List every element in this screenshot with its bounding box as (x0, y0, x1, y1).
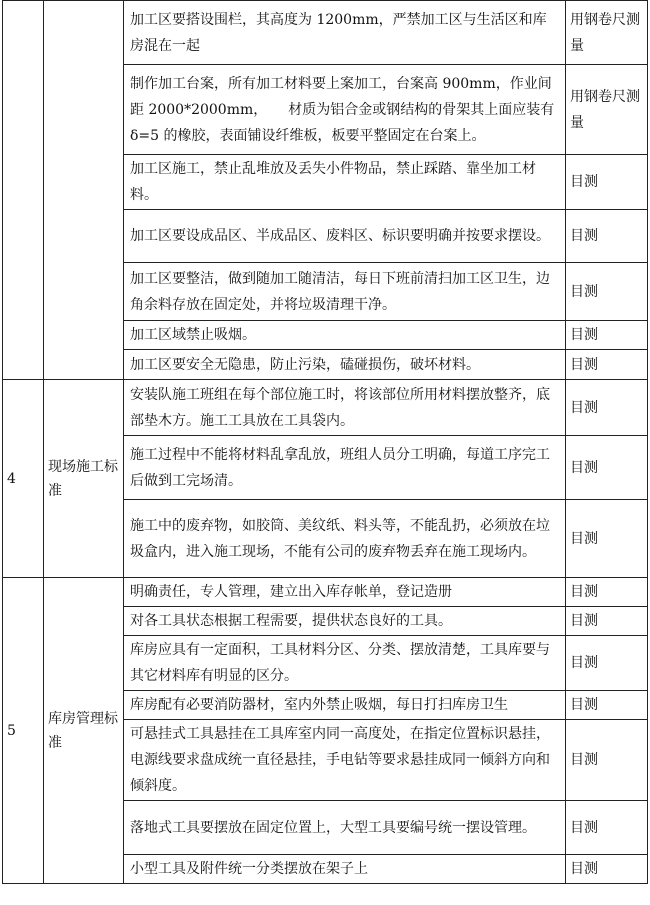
inspection-method: 目测 (566, 263, 648, 321)
inspection-method: 目测 (566, 380, 648, 436)
requirement-text: 库房应具有一定面积，工具材料分区、分类、摆放清楚，工具库要与其它材料库有明显的区分。 (124, 636, 566, 691)
requirement-text: 加工区施工，禁止乱堆放及丢失小件物品，禁止踩踏、靠坐加工材料。 (124, 155, 566, 210)
requirement-text: 加工区要设成品区、半成品区、废料区、标识要明确并按要求摆设。 (124, 210, 566, 263)
inspection-method: 目测 (566, 855, 648, 884)
section-category: 现场施工标准 (44, 380, 124, 578)
requirement-text: 施工中的废弃物，如胶筒、美纹纸、料头等，不能乱扔，必须放在垃圾盒内，进入施工现场，不能有公司的废弃物丢弃在施工现场内。 (124, 500, 566, 578)
inspection-method: 用钢卷尺测量 (566, 1, 648, 65)
requirement-text: 对各工具状态根据工程需要，提供状态良好的工具。 (124, 607, 566, 636)
requirement-text: 明确责任，专人管理，建立出入库存帐单，登记造册 (124, 578, 566, 607)
section-category: 库房管理标准 (44, 578, 124, 884)
table-body (3, 1, 648, 884)
standards-table (2, 0, 648, 884)
table-row (3, 1, 648, 65)
requirement-text: 施工过程中不能将材料乱拿乱放，班组人员分工明确，每道工序完工后做到工完场清。 (124, 436, 566, 500)
section-number: 4 (3, 380, 44, 578)
inspection-method: 目测 (566, 691, 648, 720)
requirement-text: 加工区要搭设围栏，其高度为 1200mm，严禁加工区与生活区和库房混在一起 (124, 1, 566, 65)
section-category (44, 1, 124, 380)
requirement-text: 可悬挂式工具悬挂在工具库室内同一高度处，在指定位置标识悬挂，电源线要求盘成统一直径悬挂，手电钻等要求悬挂成同一倾斜方向和倾斜度。 (124, 720, 566, 801)
inspection-method: 目测 (566, 801, 648, 855)
inspection-method: 目测 (566, 350, 648, 380)
inspection-method: 目测 (566, 210, 648, 263)
inspection-method: 目测 (566, 720, 648, 801)
inspection-method: 目测 (566, 578, 648, 607)
table-row (3, 380, 648, 436)
requirement-text: 制作加工台案，所有加工材料要上案加工，台案高 900mm，作业间距 2000*2000mm， 材质为铝合金或钢结构的骨架其上面应装有 δ=5 的橡胶，表面铺设纤维板，板要平整固定在台案上。 (124, 65, 566, 155)
requirement-text: 落地式工具要摆放在固定位置上，大型工具要编号统一摆设管理。 (124, 801, 566, 855)
section-number: 5 (3, 578, 44, 884)
inspection-method: 目测 (566, 436, 648, 500)
requirement-text: 库房配有必要消防器材，室内外禁止吸烟，每日打扫库房卫生 (124, 691, 566, 720)
inspection-method: 目测 (566, 321, 648, 350)
inspection-method: 用钢卷尺测量 (566, 65, 648, 155)
inspection-method: 目测 (566, 607, 648, 636)
inspection-method: 目测 (566, 500, 648, 578)
requirement-text: 加工区域禁止吸烟。 (124, 321, 566, 350)
inspection-method: 目测 (566, 155, 648, 210)
section-number (3, 1, 44, 380)
requirement-text: 小型工具及附件统一分类摆放在架子上 (124, 855, 566, 884)
requirement-text: 加工区要安全无隐患，防止污染，磕碰损伤，破坏材料。 (124, 350, 566, 380)
requirement-text: 安装队施工班组在每个部位施工时，将该部位所用材料摆放整齐，底部垫木方。施工工具放在工具袋内。 (124, 380, 566, 436)
table-row (3, 578, 648, 607)
inspection-method: 目测 (566, 636, 648, 691)
requirement-text: 加工区要整洁，做到随加工随清洁，每日下班前清扫加工区卫生，边角余料存放在固定处，并将垃圾清理干净。 (124, 263, 566, 321)
